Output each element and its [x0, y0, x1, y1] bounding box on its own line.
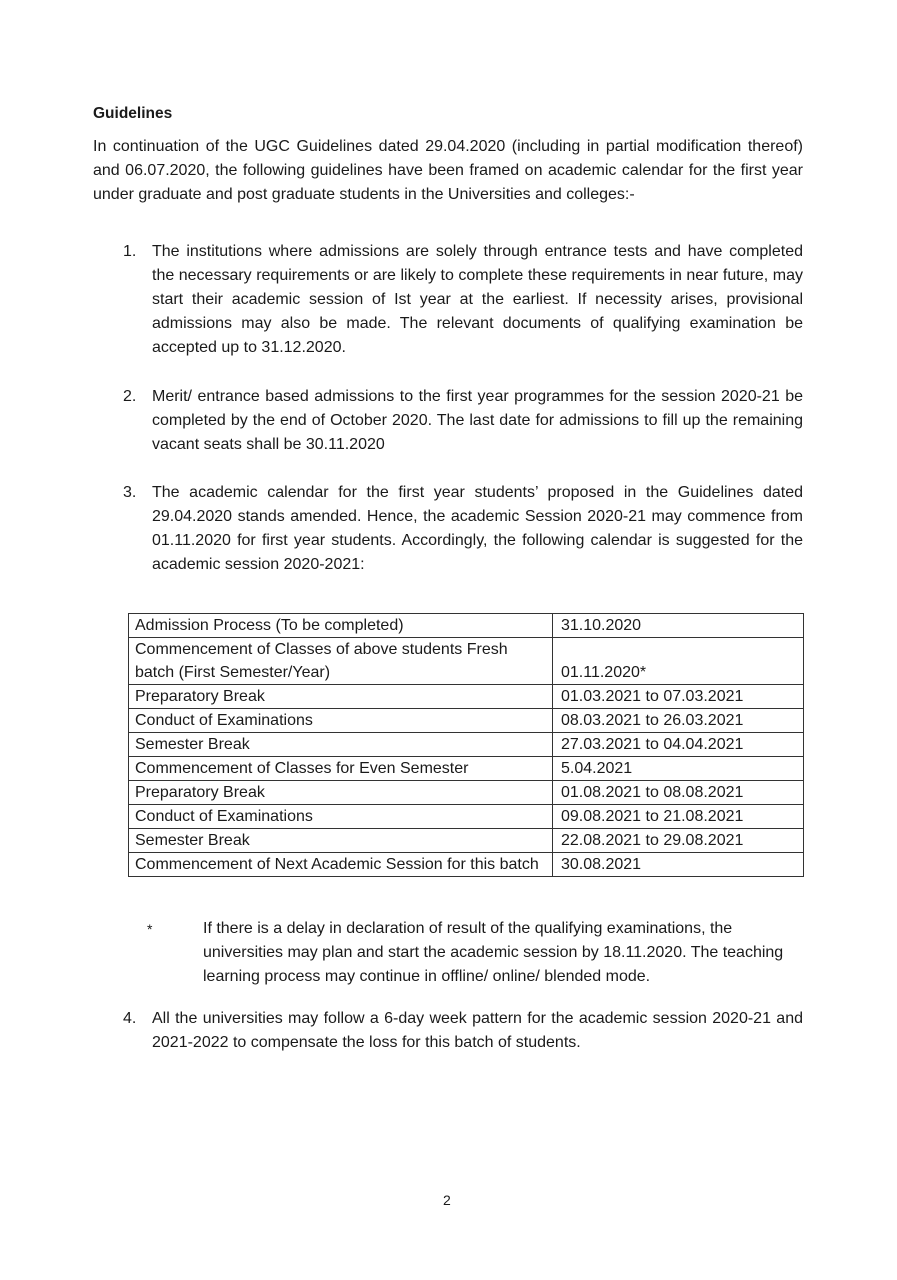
date-cell: 30.08.2021	[553, 853, 804, 877]
event-cell: Semester Break	[129, 733, 553, 757]
list-item	[123, 481, 803, 577]
table-row	[129, 614, 804, 638]
list-item	[123, 1007, 803, 1055]
list-item	[123, 240, 803, 360]
item-number: 2.	[123, 388, 137, 405]
table-row	[129, 781, 804, 805]
page-number: 2	[443, 1192, 451, 1208]
date-cell: 01.03.2021 to 07.03.2021	[553, 685, 804, 709]
intro-paragraph: In continuation of the UGC Guidelines dated 29.04.2020 (including in partial modification thereof) and 06.07.2020, the following guidelines have been framed on academic calendar for the first year under graduate and post graduate students in the Universities and colleges:-	[93, 138, 803, 203]
event-cell: Preparatory Break	[129, 781, 553, 805]
event-cell: Conduct of Examinations	[129, 709, 553, 733]
item-number: 4.	[123, 1010, 137, 1027]
date-cell: 5.04.2021	[553, 757, 804, 781]
item-text: The academic calendar for the first year students’ proposed in the Guidelines dated 29.04.2020 stands amended. Hence, the academic Session 2020-21 may commence from 01.11.2020 for first year students. Accordingly, the following calendar is suggested for the academic session 2020-2021:	[152, 484, 803, 573]
date-cell: 01.08.2021 to 08.08.2021	[553, 781, 804, 805]
event-cell: Commencement of Classes of above students Fresh batch (First Semester/Year)	[129, 638, 553, 685]
item-number: 1.	[123, 243, 137, 260]
item-number: 3.	[123, 484, 137, 501]
footnote	[147, 917, 803, 989]
date-cell: 22.08.2021 to 29.08.2021	[553, 829, 804, 853]
event-cell: Semester Break	[129, 829, 553, 853]
date-cell: 08.03.2021 to 26.03.2021	[553, 709, 804, 733]
table-row	[129, 733, 804, 757]
event-cell: Preparatory Break	[129, 685, 553, 709]
event-cell: Conduct of Examinations	[129, 805, 553, 829]
footnote-bullet: *	[147, 921, 153, 937]
event-cell: Admission Process (To be completed)	[129, 614, 553, 638]
section-heading: Guidelines	[93, 105, 173, 122]
event-cell: Commencement of Classes for Even Semester	[129, 757, 553, 781]
table-row	[129, 853, 804, 877]
date-cell: 01.11.2020*	[553, 638, 804, 685]
event-cell: Commencement of Next Academic Session for this batch	[129, 853, 553, 877]
footnote-text: If there is a delay in declaration of result of the qualifying examinations, the universities may plan and start the academic session by 18.11.2020. The teaching learning process may continue in offline/ online/ blended mode.	[203, 920, 784, 985]
list-item	[123, 385, 803, 457]
item-text: Merit/ entrance based admissions to the first year programmes for the session 2020-21 be completed by the end of October 2020. The last date for admissions to fill up the remaining vacant seats shall be 30.11.2020	[152, 388, 803, 453]
table-row	[129, 685, 804, 709]
date-cell: 27.03.2021 to 04.04.2021	[553, 733, 804, 757]
table-row	[129, 757, 804, 781]
date-cell: 09.08.2021 to 21.08.2021	[553, 805, 804, 829]
date-cell: 31.10.2020	[553, 614, 804, 638]
table-row	[129, 709, 804, 733]
table-row	[129, 829, 804, 853]
item-text: All the universities may follow a 6-day week pattern for the academic session 2020-21 and 2021-2022 to compensate the loss for this batch of students.	[152, 1010, 803, 1051]
table-row	[129, 638, 804, 685]
item-text: The institutions where admissions are solely through entrance tests and have completed the necessary requirements or are likely to complete these requirements in near future, may start their academic session of Ist year at the earliest. If necessity arises, provisional admissions may also be made. The relevant documents of qualifying examination be accepted up to 31.12.2020.	[152, 243, 803, 356]
academic-calendar-table	[128, 613, 804, 877]
table-row	[129, 805, 804, 829]
